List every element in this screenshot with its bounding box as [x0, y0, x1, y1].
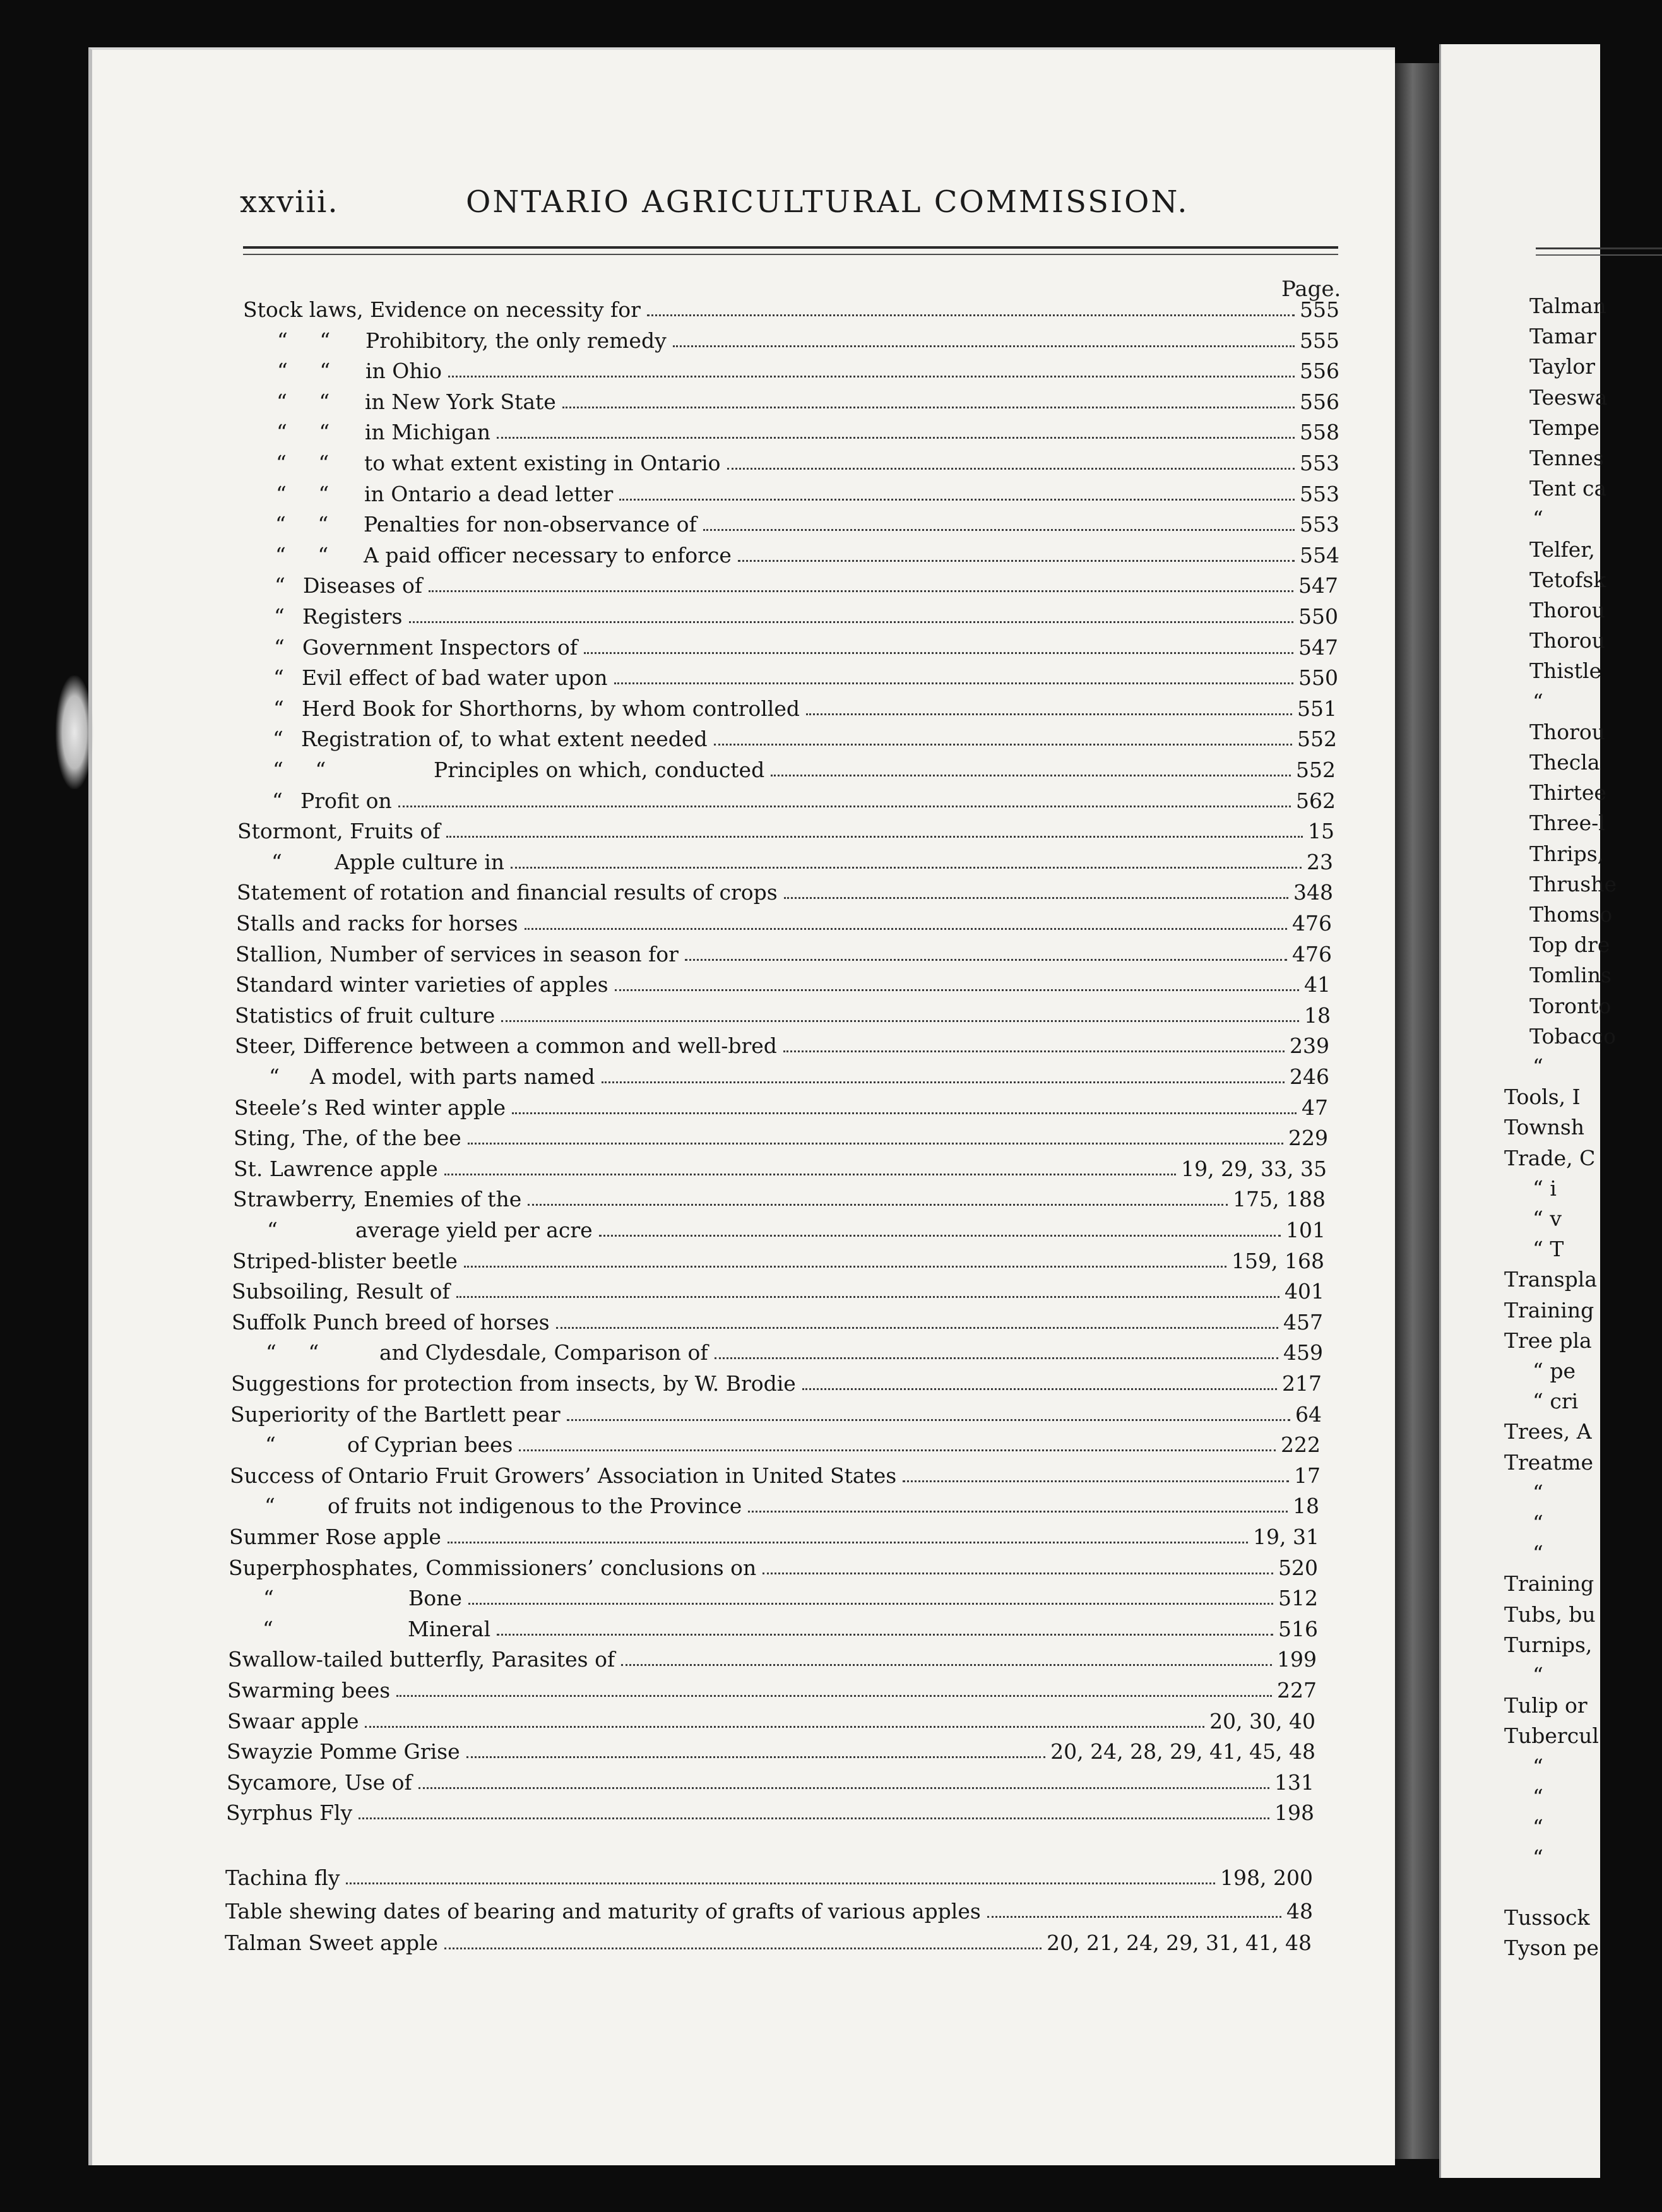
index-entry-label: Statement of rotation and financial results of crops: [237, 880, 778, 905]
index-entry-label: A model, with parts named “: [269, 1064, 595, 1089]
index-entry: [225, 1862, 1313, 1890]
adjacent-page-fragment: “: [1533, 1845, 1543, 1870]
index-entry-pages: 550: [1298, 604, 1338, 629]
dot-leader: [621, 1663, 1272, 1666]
dot-leader: [567, 1418, 1290, 1421]
adjacent-page-fragment: Thirtee: [1529, 780, 1606, 806]
adjacent-page-fragment: Tubercul: [1504, 1723, 1599, 1749]
adjacent-page-fragment: Townsh: [1504, 1115, 1585, 1140]
index-entry-pages: 562: [1296, 788, 1336, 813]
adjacent-page-fragment: Top dre: [1529, 932, 1610, 958]
dot-leader: [614, 682, 1293, 684]
running-title: ONTARIO AGRICULTURAL COMMISSION.: [466, 184, 1189, 220]
dot-leader: [615, 989, 1299, 991]
adjacent-page-fragment: “: [1533, 1541, 1543, 1566]
dot-leader: [784, 896, 1288, 899]
adjacent-page-fragment: “: [1533, 689, 1543, 714]
dot-leader: [396, 1694, 1272, 1697]
index-entry: [227, 1767, 1314, 1795]
index-entry-pages: 15: [1308, 819, 1334, 844]
index-entry-label: Stalls and racks for horses: [236, 911, 518, 936]
index-entry-label: average yield per acre “: [267, 1218, 593, 1242]
index-entry-pages: 512: [1278, 1586, 1318, 1611]
adjacent-page-fragment: “ v: [1533, 1206, 1562, 1231]
index-entry-pages: 17: [1294, 1463, 1321, 1488]
index-entry: [242, 355, 1339, 383]
adjacent-page-fragment: Tent ca: [1529, 476, 1607, 501]
ditto-mark: “: [273, 696, 284, 721]
index-entry: [230, 1399, 1322, 1427]
adjacent-page-fragment: Thorou: [1529, 628, 1606, 653]
dot-leader: [448, 1541, 1248, 1543]
adjacent-page-fragment: “ cri: [1533, 1389, 1579, 1414]
ditto-mark: “: [271, 849, 282, 874]
index-entry-label: Sycamore, Use of: [227, 1769, 412, 1795]
index-entry: [234, 1061, 1329, 1089]
index-entry-label: Profit on “: [272, 788, 392, 813]
index-entry-label: in Michigan “ “: [276, 420, 490, 445]
index-entry: [237, 847, 1333, 874]
index-entry-label: Superphosphates, Commissioners’ conclusions on: [229, 1555, 757, 1580]
index-entry: [242, 417, 1339, 444]
adjacent-page-fragment: Thrips,: [1529, 841, 1605, 866]
dot-leader: [771, 774, 1291, 776]
dot-leader: [619, 498, 1295, 501]
dot-leader: [783, 1050, 1285, 1052]
dot-leader: [497, 1633, 1273, 1636]
index-entry-pages: 20, 30, 40: [1209, 1708, 1315, 1733]
adjacent-page-fragment: Turnips,: [1504, 1632, 1593, 1657]
index-entry-pages: 558: [1300, 420, 1339, 445]
index-entry-pages: 553: [1300, 512, 1339, 537]
adjacent-page-fragment: Trade, C: [1504, 1145, 1596, 1170]
index-entry: [229, 1552, 1318, 1580]
ditto-mark: “ “: [276, 451, 329, 475]
index-entry: [225, 1927, 1312, 1955]
index-entry-pages: 227: [1277, 1678, 1317, 1703]
index-entry-label: Statistics of fruit culture: [235, 1002, 496, 1028]
index-entry-pages: 552: [1297, 727, 1337, 752]
index-entry: [237, 785, 1336, 813]
adjacent-page-fragment: “: [1533, 1663, 1543, 1687]
ditto-mark: “ “: [275, 542, 329, 568]
dot-leader: [703, 528, 1295, 531]
adjacent-page-fragment: “ pe: [1533, 1359, 1576, 1383]
ditto-mark: “: [274, 604, 285, 629]
index-entry: [242, 386, 1339, 414]
dot-leader: [418, 1787, 1269, 1789]
adjacent-page-fragment: “: [1533, 1511, 1543, 1535]
dot-leader: [562, 406, 1295, 408]
index-entry-label: Tachina fly: [225, 1865, 340, 1890]
index-entry-pages: 555: [1300, 328, 1339, 353]
dot-leader: [468, 1602, 1273, 1605]
index-entry: [232, 1215, 1326, 1242]
dot-leader: [673, 345, 1295, 347]
index-entry: [225, 1896, 1313, 1924]
index-entry-label: Suffolk Punch breed of horses: [232, 1309, 550, 1335]
dot-leader: [497, 436, 1295, 439]
index-entry-pages: 476: [1292, 941, 1332, 966]
adjacent-page-fragment: Tomlins: [1529, 963, 1612, 988]
index-entry-label: and Clydesdale, Comparison of “ “: [266, 1340, 708, 1365]
adjacent-page-fragment: Thorou: [1529, 719, 1606, 744]
index-entry-pages: 556: [1300, 359, 1339, 384]
index-entry-pages: 520: [1278, 1555, 1318, 1580]
ditto-mark: “: [263, 1616, 273, 1641]
index-entry-label: Swaar apple: [227, 1708, 359, 1733]
index-entry: [240, 540, 1339, 568]
dot-leader: [556, 1326, 1278, 1329]
adjacent-page-fragment: Treatme: [1504, 1449, 1594, 1475]
dot-leader: [748, 1510, 1288, 1513]
index-entry: [235, 939, 1332, 966]
ditto-mark: “: [275, 573, 285, 598]
dot-leader: [519, 1449, 1276, 1451]
index-entry-label: of fruits not indigenous to the Province “: [264, 1494, 742, 1519]
index-entry-label: Mineral “: [263, 1616, 491, 1641]
index-entry-label: in New York State “ “: [276, 389, 556, 414]
index-entry-label: Stormont, Fruits of: [237, 819, 441, 844]
index-entry-label: Registers “: [274, 604, 403, 629]
page-folio: xxviii.: [240, 184, 339, 220]
ditto-mark: “: [269, 1064, 280, 1089]
index-entry-pages: 401: [1285, 1279, 1324, 1304]
index-entry: [241, 479, 1339, 506]
index-entry: [232, 1246, 1324, 1273]
ditto-mark: “ “: [273, 758, 326, 782]
dot-leader: [602, 1081, 1285, 1083]
index-entry-pages: 551: [1297, 696, 1337, 721]
ditto-mark: “ “: [277, 328, 331, 353]
ditto-mark: “: [264, 1494, 275, 1519]
index-entry-label: Standard winter varieties of apples: [235, 972, 608, 997]
index-entry-label: of Cyprian bees “: [265, 1432, 513, 1458]
adjacent-page-fragment: Teeswa: [1529, 384, 1608, 410]
adjacent-page-fragment: Tempe: [1529, 415, 1600, 440]
index-entry-pages: 18: [1304, 1002, 1331, 1028]
index-entry: [230, 1460, 1321, 1488]
index-entry-pages: 552: [1296, 758, 1336, 782]
index-entry-pages: 246: [1290, 1064, 1329, 1089]
index-entry-label: Swarming bees: [227, 1678, 391, 1703]
index-entry-pages: 23: [1307, 849, 1333, 874]
adjacent-page-fragment: “: [1533, 1054, 1543, 1079]
index-entry: [228, 1644, 1317, 1672]
index-entry: [229, 1521, 1319, 1549]
dot-leader: [444, 1173, 1176, 1175]
adjacent-page-fragment: Thistle: [1529, 658, 1602, 684]
index-entry-label: Talman Sweet apple: [225, 1930, 439, 1955]
adjacent-page-fragment: Tubs, bu: [1504, 1602, 1596, 1627]
index-entry-pages: 175, 188: [1233, 1187, 1326, 1212]
index-entry-pages: 18: [1293, 1494, 1319, 1519]
index-entry: [227, 1736, 1315, 1764]
ditto-mark: “: [273, 665, 284, 691]
dot-leader: [763, 1572, 1273, 1574]
index-entry-pages: 20, 21, 24, 29, 31, 41, 48: [1047, 1930, 1312, 1955]
adjacent-page-fragment: Thrushe: [1529, 871, 1617, 896]
index-entry-pages: 553: [1300, 481, 1339, 506]
index-entry-label: Bone “: [263, 1586, 462, 1611]
index-entry-label: Syrphus Fly: [226, 1800, 353, 1826]
dot-leader: [446, 835, 1303, 838]
index-entry-pages: 159, 168: [1232, 1248, 1324, 1273]
index-entry: [239, 693, 1337, 721]
index-entry-label: Stock laws, Evidence on necessity for: [243, 297, 641, 322]
index-entry-pages: 131: [1274, 1769, 1314, 1795]
index-entry-label: in Ohio “ “: [277, 359, 442, 384]
index-entry-label: Steele’s Red winter apple: [234, 1095, 506, 1120]
adjacent-page-fragment: Tree pla: [1504, 1328, 1592, 1353]
ditto-mark: “ “: [276, 481, 329, 506]
adjacent-page-fragment: Thomso: [1529, 902, 1613, 927]
index-entry: [241, 448, 1339, 475]
index-entry-pages: 198: [1274, 1800, 1314, 1826]
index-entry-pages: 550: [1298, 665, 1338, 691]
dot-leader: [727, 467, 1295, 470]
dot-leader: [468, 1142, 1283, 1145]
dot-leader: [715, 1357, 1278, 1359]
index-entry-label: Table shewing dates of bearing and maturity of grafts of various apples: [225, 1899, 981, 1924]
adjacent-page-fragment: Tussock: [1504, 1905, 1590, 1930]
dot-leader: [647, 314, 1295, 316]
dot-leader: [448, 375, 1295, 378]
index-entry: [226, 1797, 1314, 1825]
dot-leader: [802, 1388, 1277, 1390]
index-entry: [233, 1184, 1326, 1211]
index-entry-pages: 459: [1283, 1340, 1323, 1365]
ditto-mark: “: [274, 634, 285, 660]
index-entry-label: Subsoiling, Result of: [232, 1279, 450, 1304]
index-entry: [236, 908, 1332, 936]
index-entry: [227, 1706, 1315, 1733]
index-entry-label: Success of Ontario Fruit Growers’ Association in United States: [230, 1463, 897, 1488]
index-entry-pages: 199: [1277, 1647, 1317, 1672]
index-entry-pages: 19, 31: [1253, 1525, 1319, 1549]
adjacent-page-fragment: Training: [1504, 1297, 1594, 1323]
adjacent-page-fragment: Toronto: [1529, 993, 1612, 1018]
ditto-mark: “: [272, 788, 283, 813]
dot-leader: [525, 927, 1287, 930]
index-entry: [231, 1368, 1322, 1396]
index-entry-pages: 547: [1298, 634, 1338, 660]
dot-leader: [599, 1234, 1281, 1237]
ditto-mark: “ “: [276, 420, 330, 445]
index-entry-label: to what extent existing in Ontario “ “: [276, 451, 721, 475]
index-entry: [229, 1583, 1318, 1610]
index-entry-label: Sting, The, of the bee: [234, 1126, 461, 1151]
index-entry-pages: 516: [1278, 1616, 1318, 1641]
adjacent-page-fragment: Tennes: [1529, 446, 1604, 470]
index-entry-label: St. Lawrence apple: [234, 1156, 438, 1181]
index-entry-label: Striped-blister beetle: [232, 1248, 458, 1273]
index-entry: [231, 1337, 1323, 1365]
adjacent-page-fragment: Transpla: [1504, 1267, 1598, 1292]
index-entry: [240, 570, 1338, 598]
ditto-mark: “: [267, 1218, 278, 1242]
adjacent-page-fragment: Tobacco: [1529, 1023, 1616, 1049]
index-entry-pages: 476: [1292, 911, 1332, 936]
dot-leader: [806, 713, 1292, 715]
index-entry-pages: 198, 200: [1220, 1865, 1313, 1890]
index-entry: [228, 1614, 1318, 1641]
index-entry-label: Herd Book for Shorthorns, by whom controlled “: [273, 696, 800, 721]
index-entry: [242, 325, 1339, 353]
index-entry: [234, 1122, 1328, 1150]
dot-leader: [398, 805, 1291, 807]
index-entry: [230, 1490, 1319, 1518]
dot-leader: [464, 1265, 1226, 1268]
index-entry-label: Government Inspectors of “: [274, 634, 578, 660]
page-column-label: Page.: [1281, 276, 1341, 302]
adjacent-page-fragment: Tulip or: [1504, 1693, 1588, 1718]
index-entry-pages: 239: [1290, 1033, 1329, 1059]
index-entry: [232, 1276, 1324, 1304]
index-entry: [240, 509, 1339, 537]
index-entry-pages: 555: [1300, 297, 1339, 322]
adjacent-page-fragment: Three-l: [1529, 811, 1605, 836]
adjacent-page-fragment: “: [1533, 1480, 1543, 1505]
index-entry-pages: 41: [1304, 972, 1331, 997]
index-entry: [232, 1307, 1323, 1335]
index-entry-pages: 19, 29, 33, 35: [1181, 1156, 1327, 1181]
index-entry: [235, 1000, 1331, 1028]
index-entry-label: Prohibitory, the only remedy “ “: [277, 328, 667, 353]
dot-leader: [714, 743, 1292, 746]
index-entry-label: Evil effect of bad water upon “: [273, 665, 608, 691]
index-entry-label: Swallow-tailed butterfly, Parasites of: [228, 1647, 615, 1672]
adjacent-page-fragment: Telfer,: [1529, 537, 1595, 562]
index-entry: [239, 601, 1338, 629]
index-entry: [234, 1092, 1328, 1120]
ditto-mark: “: [263, 1586, 274, 1611]
adjacent-page-fragment: Tools, I: [1504, 1085, 1581, 1110]
adjacent-page-fragment: Talman: [1529, 294, 1606, 318]
index-entry: [239, 662, 1338, 690]
index-entry: [237, 877, 1333, 905]
dot-leader: [501, 1020, 1299, 1022]
index-entry-label: Registration of, to what extent needed “: [273, 727, 708, 752]
index-entry-pages: 229: [1288, 1126, 1328, 1151]
index-entry: [239, 632, 1338, 660]
adjacent-page-fragment: “: [1533, 1815, 1543, 1840]
adjacent-page-fragment: Tyson pe: [1504, 1936, 1599, 1961]
index-entry-pages: 556: [1300, 389, 1339, 414]
index-entry-pages: 553: [1300, 451, 1339, 475]
index-entry: [227, 1675, 1317, 1703]
index-entry-label: Strawberry, Enemies of the: [233, 1187, 522, 1212]
index-entry-label: Stallion, Number of services in season for: [235, 941, 679, 966]
dot-leader: [456, 1295, 1279, 1298]
dot-leader: [528, 1203, 1228, 1206]
adjacent-page-fragment: Training: [1504, 1571, 1594, 1597]
adjacent-page-fragment: Thecla: [1529, 750, 1600, 775]
dot-leader: [738, 559, 1295, 562]
adjacent-page-fragment: “: [1533, 506, 1543, 532]
index-entry: [235, 969, 1331, 997]
dot-leader: [429, 590, 1293, 592]
adjacent-page-fragment: Tamar: [1529, 324, 1596, 349]
adjacent-page-fragment: “: [1533, 1784, 1543, 1809]
dot-leader: [987, 1915, 1281, 1918]
index-entry: [238, 723, 1337, 751]
index-entry-label: Apple culture in “: [271, 849, 505, 874]
dot-leader: [365, 1725, 1204, 1728]
dot-leader: [409, 621, 1294, 623]
dot-leader: [511, 866, 1302, 869]
adjacent-page-fragment: Trees, A: [1504, 1419, 1592, 1444]
index-entry-pages: 20, 24, 28, 29, 41, 45, 48: [1050, 1739, 1315, 1764]
dot-leader: [346, 1882, 1215, 1884]
index-entry-pages: 554: [1300, 542, 1339, 568]
index-entry-pages: 47: [1302, 1095, 1328, 1120]
index-entry-pages: 217: [1282, 1371, 1322, 1396]
index-entry-label: Principles on which, conducted “ “: [273, 758, 765, 782]
index-entry-label: Penalties for non-observance of “ “: [275, 512, 697, 537]
dot-leader: [903, 1480, 1289, 1482]
index-entry-label: Diseases of “: [275, 573, 423, 598]
index-entry-label: Swayzie Pomme Grise: [227, 1739, 460, 1764]
ditto-mark: “: [273, 727, 283, 752]
index-entry-pages: 101: [1286, 1218, 1326, 1242]
index-entry-pages: 64: [1295, 1401, 1322, 1427]
index-entry-pages: 48: [1286, 1899, 1313, 1924]
index-entry-label: A paid officer necessary to enforce “ “: [275, 542, 732, 568]
adjacent-page-fragment: “: [1533, 1754, 1543, 1779]
index-entry-label: Summer Rose apple: [229, 1525, 441, 1549]
index-entry: [230, 1429, 1321, 1457]
index-entry-label: in Ontario a dead letter “ “: [276, 481, 614, 506]
adjacent-page-fragment: Tetofsk: [1529, 567, 1606, 592]
adjacent-page-fragment: “ i: [1533, 1175, 1557, 1201]
adjacent-page-fragment: Thorou: [1529, 598, 1606, 622]
ditto-mark: “ “: [275, 512, 329, 537]
dot-leader: [512, 1112, 1297, 1114]
index-entry: [238, 754, 1336, 782]
index-entry: [235, 1030, 1329, 1058]
index-entry: [243, 294, 1339, 322]
dot-leader: [444, 1947, 1042, 1949]
index-entry: [234, 1153, 1327, 1181]
index-entry-pages: 457: [1283, 1309, 1323, 1335]
index-entry-pages: 547: [1298, 573, 1338, 598]
index-entry-pages: 348: [1293, 880, 1333, 905]
dot-leader: [466, 1756, 1046, 1758]
adjacent-page-fragment: “ T: [1533, 1237, 1564, 1262]
adjacent-page-fragment: Taylor: [1529, 354, 1595, 379]
index-entry: [237, 816, 1334, 843]
dot-leader: [359, 1817, 1269, 1819]
ditto-mark: “ “: [266, 1340, 319, 1365]
ditto-mark: “: [265, 1432, 276, 1458]
ditto-mark: “ “: [277, 359, 331, 384]
index-entry-label: Suggestions for protection from insects, by W. Brodie: [231, 1371, 796, 1396]
index-entry-pages: 222: [1281, 1432, 1321, 1458]
dot-leader: [685, 958, 1287, 961]
index-entry-label: Steer, Difference between a common and well-bred: [235, 1033, 777, 1059]
ditto-mark: “ “: [276, 389, 330, 414]
index-entry-label: Superiority of the Bartlett pear: [230, 1401, 561, 1427]
dot-leader: [584, 651, 1293, 654]
